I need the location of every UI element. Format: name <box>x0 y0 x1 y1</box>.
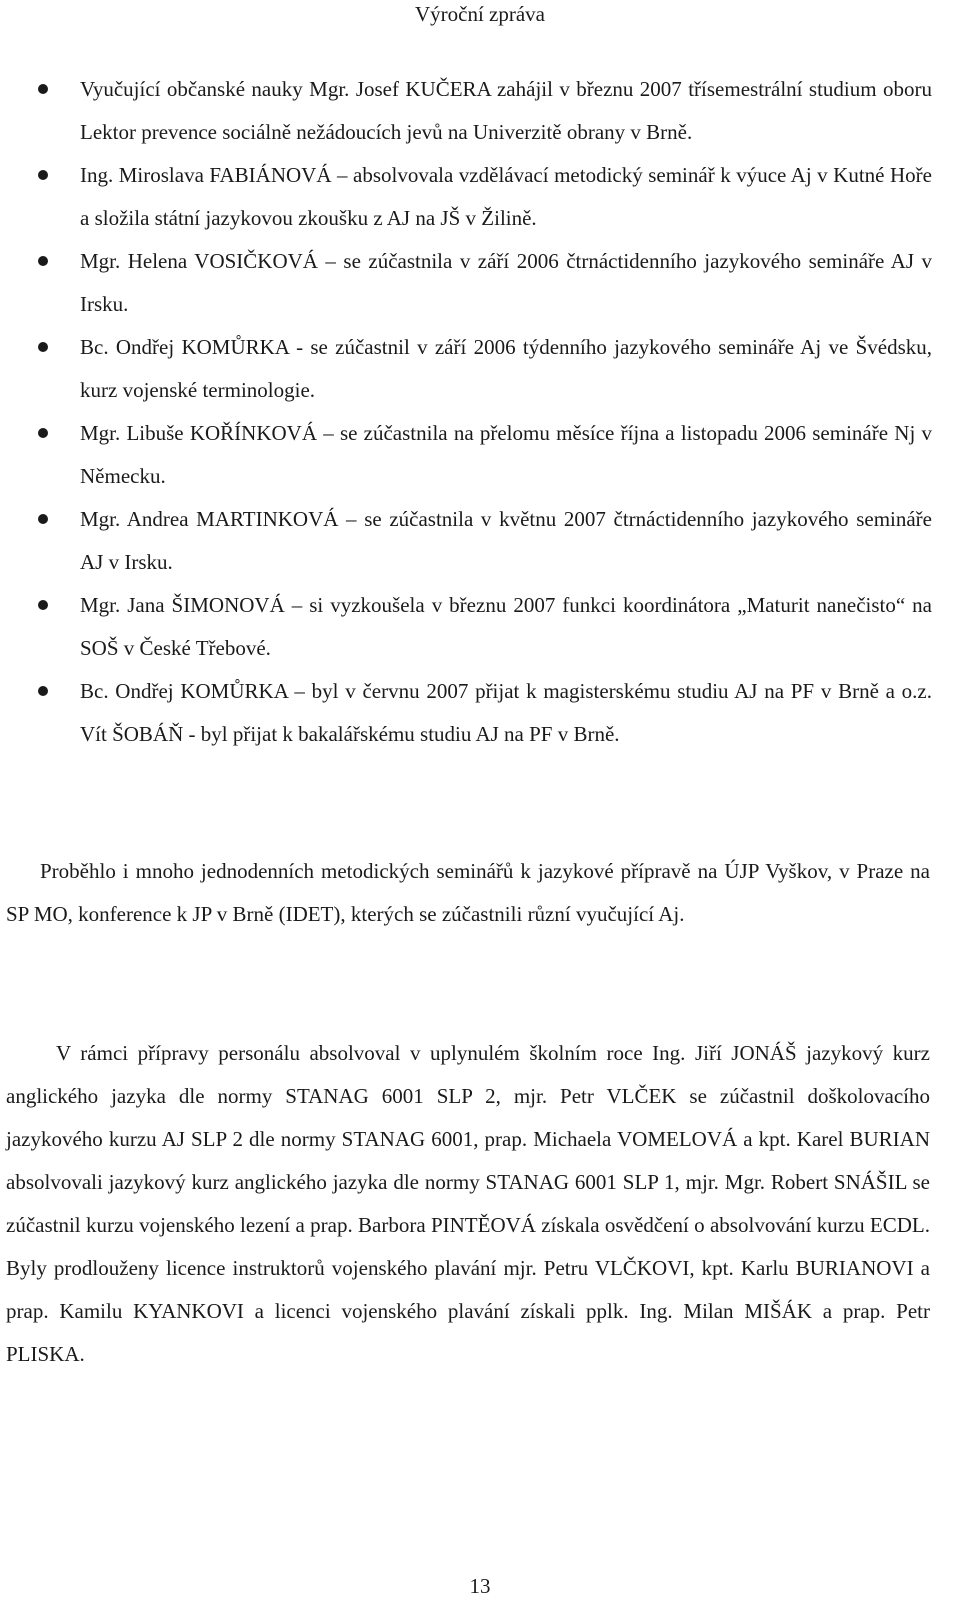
activity-bullet-list <box>0 68 960 756</box>
bullet-icon <box>38 428 48 438</box>
list-item <box>0 68 960 154</box>
list-item <box>0 584 960 670</box>
list-item-text: Bc. Ondřej KOMŮRKA – byl v červnu 2007 přijat k magisterskému studiu AJ na PF v Brně a o.z. Vít ŠOBÁŇ - byl přijat k bakalářskému studiu AJ na PF v Brně. <box>80 679 932 746</box>
list-item <box>0 154 960 240</box>
page-header-title: Výroční zpráva <box>414 2 546 26</box>
list-item-text: Mgr. Libuše KOŘÍNKOVÁ – se zúčastnila na přelomu měsíce října a listopadu 2006 semináře Nj v Německu. <box>80 421 932 488</box>
bullet-icon <box>38 84 48 94</box>
bullet-icon <box>38 686 48 696</box>
list-item-text: Mgr. Andrea MARTINKOVÁ – se zúčastnila v květnu 2007 čtrnáctidenního jazykového semináře AJ v Irsku. <box>80 507 932 574</box>
bullet-icon <box>38 600 48 610</box>
list-item-text: Mgr. Jana ŠIMONOVÁ – si vyzkoušela v březnu 2007 funkci koordinátora „Maturit nanečisto“ na SOŠ v České Třebové. <box>80 593 932 660</box>
body-paragraph-seminars: Proběhlo i mnoho jednodenních metodických seminářů k jazykové přípravě na ÚJP Vyškov, v Praze na SP MO, konference k JP v Brně (IDET), kterých se zúčastnili různí vyučující Aj. <box>6 859 930 926</box>
list-item <box>0 670 960 756</box>
list-item <box>0 498 960 584</box>
list-item-text: Ing. Miroslava FABIÁNOVÁ – absolvovala vzdělávací metodický seminář k výuce Aj v Kutné Hoře a složila státní jazykovou zkoušku z AJ na JŠ v Žilině. <box>80 163 932 230</box>
bullet-icon <box>38 514 48 524</box>
body-paragraph-personnel: V rámci přípravy personálu absolvoval v uplynulém školním roce Ing. Jiří JONÁŠ jazykový kurz anglického jazyka dle normy STANAG 6001 SLP 2, mjr. Petr VLČEK se zúčastnil doškolovacího jazykového kurzu AJ SLP 2 dle normy STANAG 6001, prap. Michaela VOMELOVÁ a kpt. Karel BURIAN absolvovali jazykový kurz anglického jazyka dle normy STANAG 6001 SLP 1, mjr. Mgr. Robert SNÁŠIL se zúčastnil kurzu vojenského lezení a prap. Barbora PINTĚOVÁ získala osvědčení o absolvování kurzu ECDL. Byly prodlouženy licence instruktorů vojenského plavání mjr. Petru VLČKOVI, kpt. Karlu BURIANOVI a prap. Kamilu KYANKOVI a licenci vojenského plavání získali pplk. Ing. Milan MIŠÁK a prap. Petr PLISKA. <box>6 1041 930 1366</box>
list-item <box>0 240 960 326</box>
list-item-text: Mgr. Helena VOSIČKOVÁ – se zúčastnila v září 2006 čtrnáctidenního jazykového semináře AJ v Irsku. <box>80 249 932 316</box>
list-item <box>0 326 960 412</box>
list-item-text: Bc. Ondřej KOMŮRKA - se zúčastnil v září 2006 týdenního jazykového semináře Aj ve Švédsku, kurz vojenské terminologie. <box>80 335 932 402</box>
bullet-icon <box>38 256 48 266</box>
bullet-icon <box>38 342 48 352</box>
bullet-icon <box>38 170 48 180</box>
list-item <box>0 412 960 498</box>
list-item-text: Vyučující občanské nauky Mgr. Josef KUČERA zahájil v březnu 2007 třísemestrální studium oboru Lektor prevence sociálně nežádoucích jevů na Univerzitě obrany v Brně. <box>80 77 932 144</box>
page-number: 13 <box>469 1574 491 1598</box>
